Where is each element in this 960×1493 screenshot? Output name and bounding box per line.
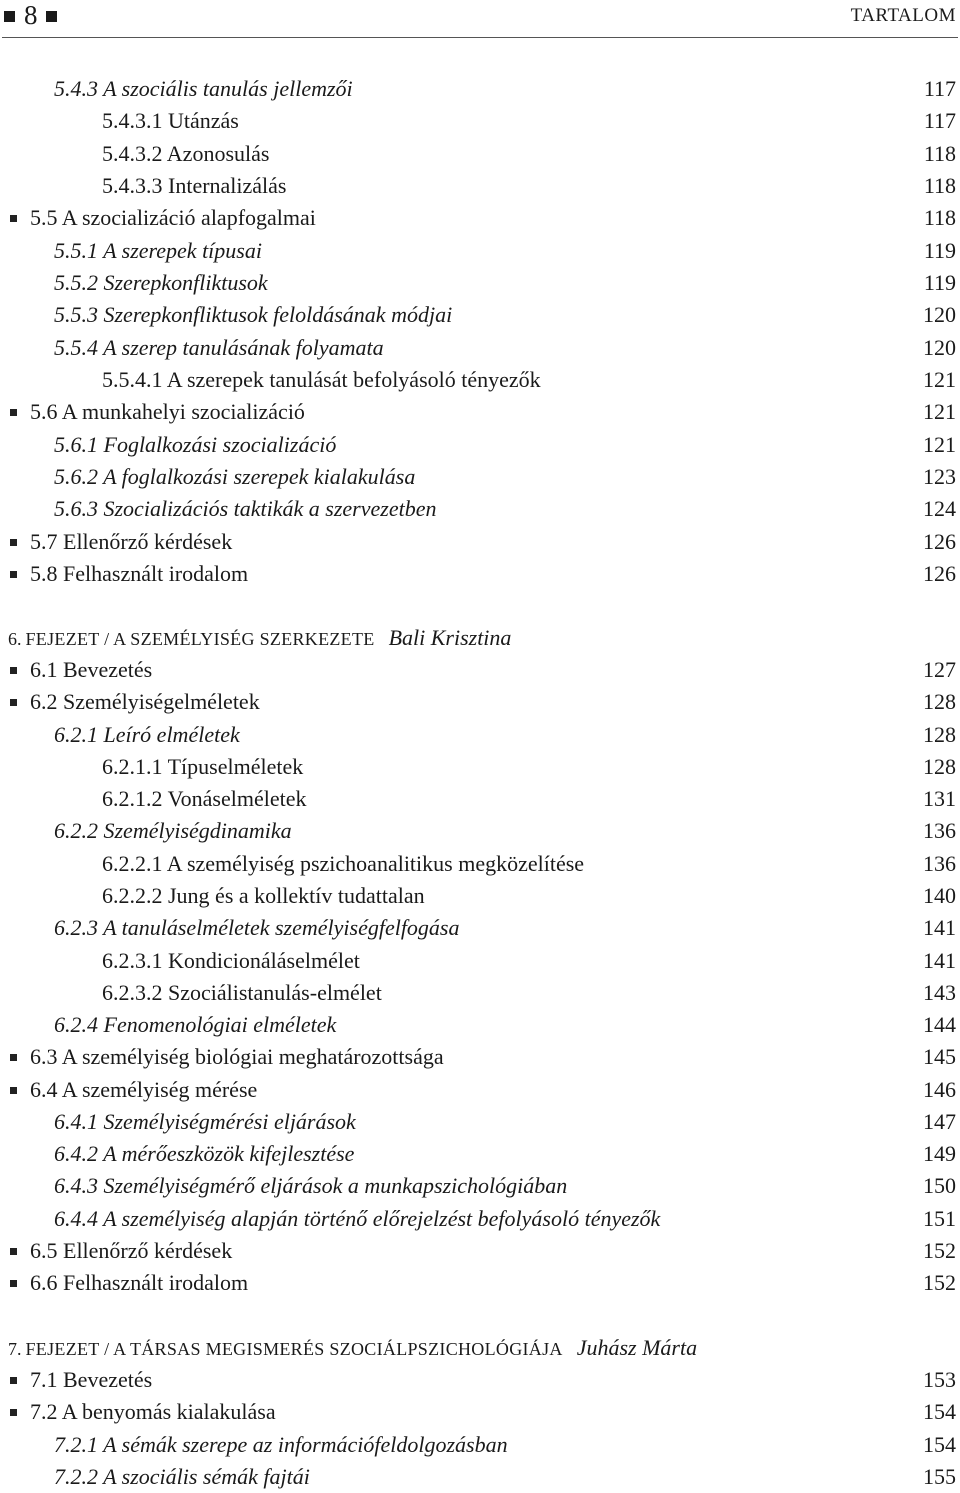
bullet-square-icon xyxy=(10,699,17,706)
toc-entry xyxy=(0,396,960,428)
bullet-square-icon xyxy=(10,409,17,416)
toc-entry-page: 128 xyxy=(923,689,956,715)
toc-entry xyxy=(0,977,960,1009)
toc-entry-page: 124 xyxy=(923,496,956,522)
section-title: TARTALOM xyxy=(850,5,956,26)
toc-entry xyxy=(0,1364,960,1396)
toc-entry-page: 150 xyxy=(923,1173,956,1199)
bullet-square-icon xyxy=(10,1409,17,1416)
toc-entry xyxy=(0,686,960,718)
toc-entry-page: 126 xyxy=(923,528,956,554)
toc-entry-title: 5.5.4.1 A szerepek tanulását befolyásoló tényezők xyxy=(102,366,541,392)
toc-entry-title: 6.2.2.2 Jung és a kollektív tudattalan xyxy=(102,882,425,908)
toc-entry-page: 152 xyxy=(923,1270,956,1296)
toc-entry-page: 121 xyxy=(923,366,956,392)
toc-entry xyxy=(0,1138,960,1170)
toc-entry-title: 5.5.1 A szerepek típusai xyxy=(54,237,262,263)
toc-entry xyxy=(0,783,960,815)
toc-entry xyxy=(0,719,960,751)
toc-entry xyxy=(0,654,960,686)
toc-entry xyxy=(0,1074,960,1106)
toc-entry-page: 128 xyxy=(923,753,956,779)
toc-entry-page: 145 xyxy=(923,1044,956,1070)
toc-entry xyxy=(0,364,960,396)
toc-entry-title: 7.2.2 A szociális sémák fajtái xyxy=(54,1463,310,1489)
toc-entry-title: 6.4.1 Személyiségmérési eljárások xyxy=(54,1108,356,1134)
toc-entry xyxy=(0,1461,960,1493)
toc-entry-title: 6.6 Felhasznált irodalom xyxy=(30,1270,249,1296)
toc-entry-title: 5.5.3 Szerepkonfliktusok feloldásának módjai xyxy=(54,302,453,328)
toc-entry xyxy=(0,202,960,234)
toc-entry xyxy=(0,526,960,558)
toc-entry xyxy=(0,558,960,590)
toc-entry-title: 6.2 Személyiségelméletek xyxy=(30,689,260,715)
toc-entry-title: 5.4.3 A szociális tanulás jellemzői xyxy=(54,76,353,101)
chapter-7-number: 7. xyxy=(8,1339,22,1359)
toc-entry-title: 6.2.1.1 Típuselméletek xyxy=(102,753,304,779)
toc-entry xyxy=(0,1106,960,1138)
toc-entry-title: 6.3 A személyiség biológiai meghatározottsága xyxy=(30,1044,444,1070)
toc-entry xyxy=(0,880,960,912)
toc-entry-page: 127 xyxy=(923,657,956,682)
toc-entry-page: 117 xyxy=(923,108,956,134)
toc-entry-page: 144 xyxy=(923,1012,956,1038)
toc-entry-page: 149 xyxy=(923,1141,956,1167)
toc-entry-page: 119 xyxy=(923,269,956,295)
toc-entry-title: 7.2 A benyomás kialakulása xyxy=(30,1399,276,1425)
bullet-square-icon xyxy=(10,1280,17,1287)
toc-entry-title: 7.2.1 A sémák szerepe az információfeldolgozásban xyxy=(54,1431,508,1457)
toc-entry xyxy=(0,751,960,783)
toc-entry-page: 131 xyxy=(923,786,956,812)
toc-entry-title: 5.7 Ellenőrző kérdések xyxy=(30,528,233,554)
toc-entry-title: 5.4.3.3 Internalizálás xyxy=(102,172,287,198)
toc-entry xyxy=(0,1267,960,1299)
toc-entry-page: 128 xyxy=(923,721,956,747)
chapter-6-author: Bali Krisztina xyxy=(388,625,512,650)
toc-entry-page: 153 xyxy=(923,1367,956,1392)
toc-entry-title: 5.6.1 Foglalkozási szocializáció xyxy=(54,431,337,457)
toc-entry xyxy=(0,299,960,331)
toc-entry-page: 154 xyxy=(923,1399,956,1425)
toc-entry xyxy=(0,73,960,105)
toc-entry-title: 5.6.2 A foglalkozási szerepek kialakulása xyxy=(54,463,416,489)
page-header xyxy=(0,0,960,34)
toc-entry xyxy=(0,461,960,493)
toc-entry-title: 6.2.3 A tanuláselméletek személyiségfelfogása xyxy=(54,915,460,941)
toc-entry-page: 140 xyxy=(923,882,956,908)
toc-entry-page: 146 xyxy=(923,1076,956,1102)
toc-entry xyxy=(0,1203,960,1235)
toc-entry-title: 6.2.4 Fenomenológiai elméletek xyxy=(54,1012,337,1038)
toc-entry xyxy=(0,332,960,364)
toc-entry-title: 5.6.3 Szocializációs taktikák a szervezetben xyxy=(54,496,437,522)
toc-entry-page: 154 xyxy=(923,1431,956,1457)
toc-entry-page: 121 xyxy=(923,431,956,457)
page-number: 8 xyxy=(24,0,38,30)
toc-entry-title: 5.5.2 Szerepkonfliktusok xyxy=(54,269,268,295)
toc-entry-page: 118 xyxy=(923,172,956,198)
toc-entry-title: 7.1 Bevezetés xyxy=(30,1367,153,1392)
toc-entry-page: 126 xyxy=(923,560,956,586)
bullet-square-icon xyxy=(10,571,17,578)
toc-entry-title: 5.5 A szocializáció alapfogalmai xyxy=(30,205,316,231)
toc-entry-page: 155 xyxy=(923,1463,956,1489)
toc-entry-title: 6.4.2 A mérőeszközök kifejlesztése xyxy=(54,1141,355,1167)
chapter-7-author: Juhász Márta xyxy=(576,1335,698,1360)
toc-entry-page: 147 xyxy=(923,1108,956,1134)
toc-entry-title: 5.4.3.2 Azonosulás xyxy=(102,140,270,166)
chapter-6-title: FEJEZET / A SZEMÉLYISÉG SZERKEZETE xyxy=(25,629,375,649)
toc-entry-title: 5.8 Felhasznált irodalom xyxy=(30,560,249,586)
toc-entry-title: 6.4.4 A személyiség alapján történő előrejelzést befolyásoló tényezők xyxy=(54,1205,661,1231)
toc-entry xyxy=(0,1396,960,1428)
toc-entry-page: 120 xyxy=(923,302,956,328)
toc-entry xyxy=(0,138,960,170)
bullet-square-icon xyxy=(10,1377,17,1384)
chapter-6-heading xyxy=(8,622,511,654)
toc-entry xyxy=(0,267,960,299)
toc-entry xyxy=(0,429,960,461)
toc-entry xyxy=(0,1235,960,1267)
toc-entry-page: 117 xyxy=(923,76,956,101)
toc-entry xyxy=(0,815,960,847)
bullet-square-icon xyxy=(10,539,17,546)
toc-entry-title: 6.4 A személyiség mérése xyxy=(30,1076,258,1102)
toc-entry-page: 143 xyxy=(923,979,956,1005)
toc-entry xyxy=(0,1009,960,1041)
toc-entry-title: 5.6 A munkahelyi szocializáció xyxy=(30,399,305,425)
toc-entry-page: 123 xyxy=(923,463,956,489)
toc-entry-title: 6.2.2.1 A személyiség pszichoanalitikus megközelítése xyxy=(102,850,585,876)
toc-entry xyxy=(0,1429,960,1461)
toc-entry-title: 6.2.1 Leíró elméletek xyxy=(54,721,240,747)
toc-entry xyxy=(0,912,960,944)
toc-entry-title: 6.1 Bevezetés xyxy=(30,657,153,682)
bullet-square-icon xyxy=(10,667,17,674)
toc-entry-page: 152 xyxy=(923,1238,956,1264)
toc-entry-page: 141 xyxy=(923,915,956,941)
toc-entry-page: 120 xyxy=(923,334,956,360)
header-square-left xyxy=(4,11,15,22)
toc-entry-page: 141 xyxy=(923,947,956,973)
toc-entry xyxy=(0,493,960,525)
chapter-7-title: FEJEZET / A TÁRSAS MEGISMERÉS SZOCIÁLPSZICHOLÓGIÁJA xyxy=(25,1339,563,1359)
toc-entry xyxy=(0,170,960,202)
bullet-square-icon xyxy=(10,215,17,222)
bullet-square-icon xyxy=(10,1248,17,1255)
toc-entry xyxy=(0,1041,960,1073)
bullet-square-icon xyxy=(10,1087,17,1094)
toc-entry-title: 5.4.3.1 Utánzás xyxy=(102,108,239,134)
chapter-7-heading xyxy=(8,1332,697,1364)
toc-entry-title: 6.4.3 Személyiségmérő eljárások a munkapszichológiában xyxy=(54,1173,568,1199)
toc-entry-title: 6.2.3.1 Kondicionáláselmélet xyxy=(102,947,360,973)
bullet-square-icon xyxy=(10,1054,17,1061)
toc-entry-title: 6.2.3.2 Szociálistanulás-elmélet xyxy=(102,979,382,1005)
toc-entry-title: 6.2.2 Személyiségdinamika xyxy=(54,818,292,844)
toc-entry-page: 136 xyxy=(923,850,956,876)
header-square-right xyxy=(46,11,57,22)
chapter-6-number: 6. xyxy=(8,629,22,649)
toc-entry-title: 6.2.1.2 Vonáselméletek xyxy=(102,786,307,812)
toc-entry xyxy=(0,945,960,977)
toc-entry xyxy=(0,105,960,137)
toc-entry-page: 121 xyxy=(923,399,956,425)
toc-entry xyxy=(0,1170,960,1202)
toc-entry-title: 5.5.4 A szerep tanulásának folyamata xyxy=(54,334,384,360)
toc-entry-page: 118 xyxy=(923,140,956,166)
toc-entry xyxy=(0,848,960,880)
toc-entry-page: 119 xyxy=(923,237,956,263)
header-rule xyxy=(2,37,958,38)
toc-entry-page: 118 xyxy=(923,205,956,231)
toc-entry-title: 6.5 Ellenőrző kérdések xyxy=(30,1238,233,1264)
toc-entry-page: 136 xyxy=(923,818,956,844)
toc-entry-page: 151 xyxy=(923,1205,956,1231)
toc-entry xyxy=(0,235,960,267)
